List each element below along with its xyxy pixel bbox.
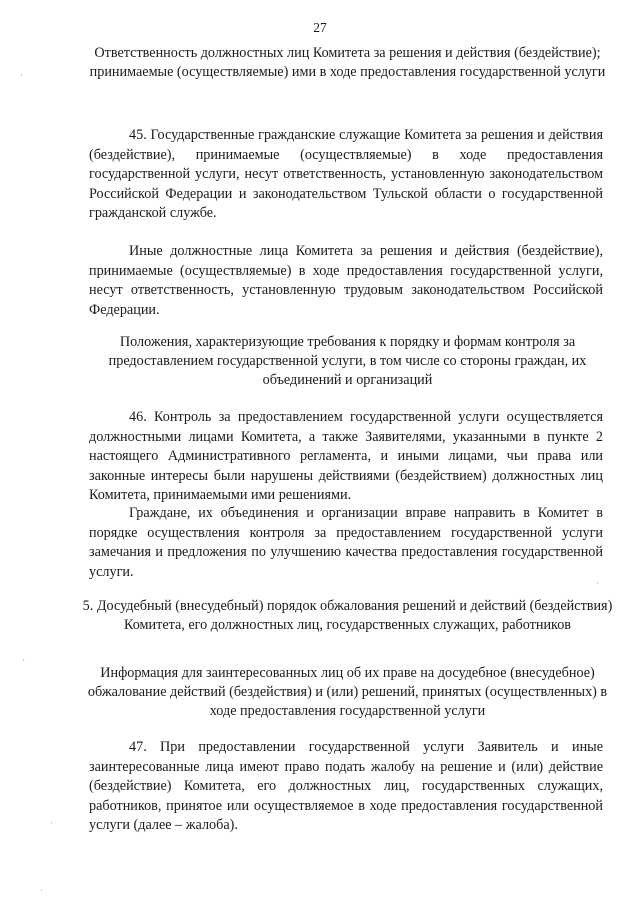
scan-speck: · <box>50 818 53 828</box>
paragraph-46-continued: Граждане, их объединения и организации вправе направить в Комитет в порядке осуществления контроля за предоставлением государственной услуги замечания и предложения по улучшению качества предоставления государственной услуги. <box>89 505 603 580</box>
scan-speck: · <box>40 885 43 895</box>
scan-speck: · <box>22 655 25 665</box>
paragraph-47: 47. При предоставлении государственной услуги Заявитель и иные заинтересованные лица имеют право подать жалобу на решение и (или) действие (бездействие) Комитета, его должностных лиц, государственных служащих, работников, принятое или осуществляемое в ходе предоставления государственной услуги (далее – жалоба). <box>89 739 603 833</box>
section-heading-responsibility: Ответственность должностных лиц Комитета за решения и действия (бездействие); принимаемые (осуществляемые) ими в ходе предоставления государственной услуги <box>89 45 606 80</box>
page-number: 27 <box>313 20 327 35</box>
paragraph-46: 46. Контроль за предоставлением государственной услуги осуществляется должностными лицами Комитета, а также Заявителями, указанными в пункте 2 настоящего Административного регламента, и иными лицами, чьи права или законные интересы были нарушены действиями (бездействием) должностных лиц Комитета, принимаемыми ими решениями. <box>89 409 603 503</box>
scan-speck: · <box>20 70 23 80</box>
section-heading-control-provisions: Положения, характеризующие требования к порядку и формам контроля за предоставлением государственной услуги, в том числе со стороны граждан, их объединений и организаций <box>108 334 587 388</box>
scan-speck: · <box>596 578 599 588</box>
chapter-heading-pretrial-appeal: 5. Досудебный (внесудебный) порядок обжалования решений и действий (бездействия) Комитета, его должностных лиц, государственных служащих, работников <box>82 598 613 633</box>
paragraph-45-continued: Иные должностные лица Комитета за решения и действия (бездействие), принимаемые (осуществляемые) в ходе предоставления государственной услуги, несут ответственность, установленную трудовым законодательством Российской Федерации. <box>89 243 603 318</box>
paragraph-45: 45. Государственные гражданские служащие Комитета за решения и действия (бездействие), принимаемые (осуществляемые) в ходе предоставления государственной услуги, несут ответственность, установленную законодательством Российской Федерации и законодательством Тульской области о государственной гражданской службе. <box>89 127 603 221</box>
section-heading-appeal-information: Информация для заинтересованных лиц об их праве на досудебное (внесудебное) обжалование действий (бездействия) и (или) решений, принятых (осуществленных) в ходе предоставления государственной услуги <box>87 665 608 719</box>
